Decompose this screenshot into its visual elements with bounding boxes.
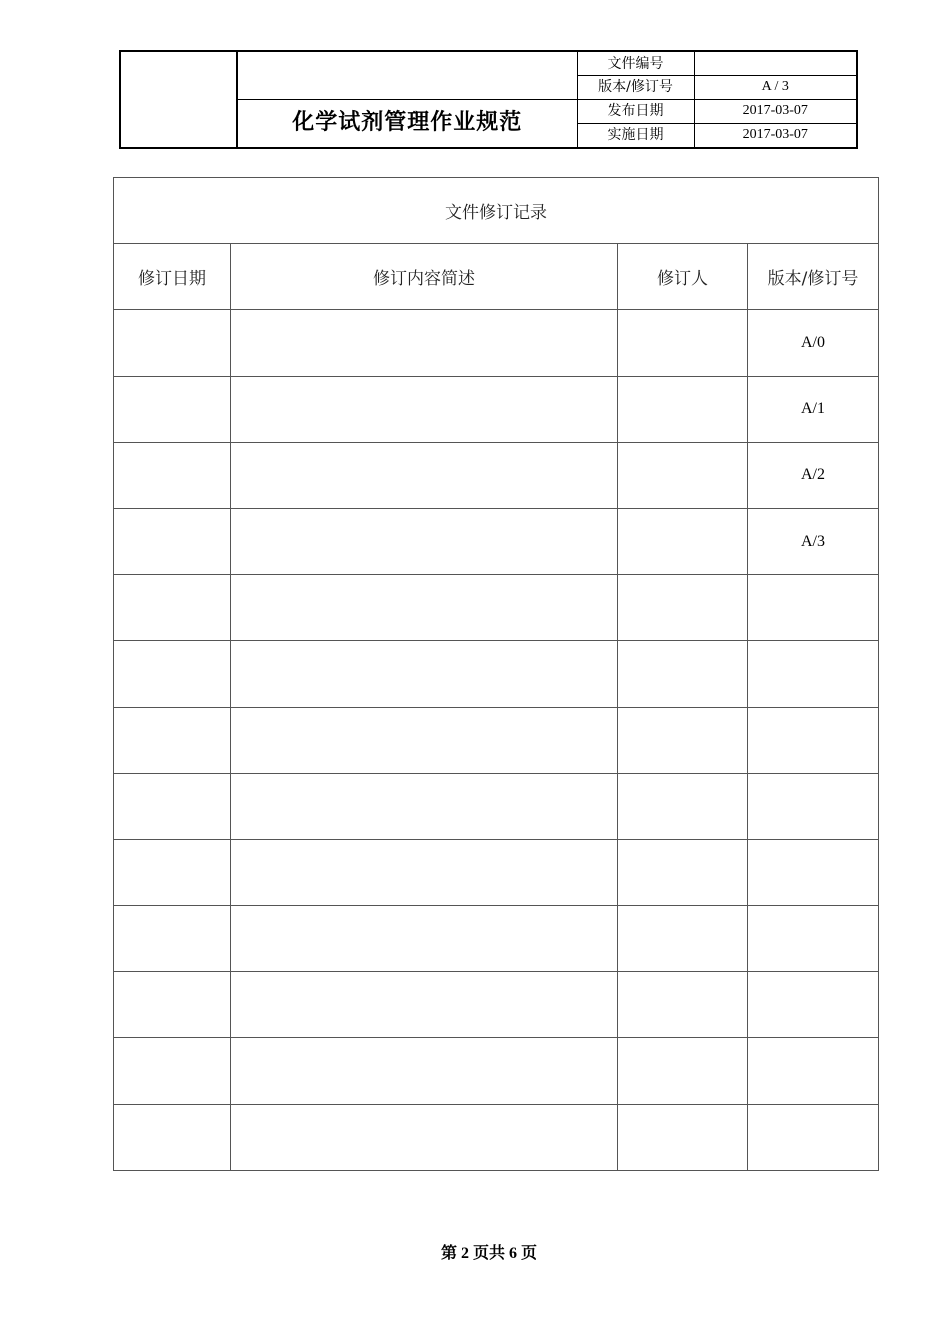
revision-date-cell <box>114 1104 231 1170</box>
reviser-cell <box>618 972 748 1038</box>
revision-date-cell <box>114 972 231 1038</box>
revision-date-cell <box>114 773 231 839</box>
column-header-date: 修订日期 <box>114 244 231 310</box>
logo-area <box>120 51 237 148</box>
revision-date-cell <box>114 839 231 905</box>
version-cell: A/0 <box>748 310 879 376</box>
reviser-cell <box>618 1104 748 1170</box>
revision-content-cell <box>231 310 618 376</box>
column-header-reviser: 修订人 <box>618 244 748 310</box>
version-cell <box>748 1038 879 1104</box>
revision-date-cell <box>114 508 231 574</box>
reviser-cell <box>618 508 748 574</box>
revision-date-cell <box>114 376 231 442</box>
version-cell <box>748 906 879 972</box>
revision-content-cell <box>231 442 618 508</box>
version-cell: A/3 <box>748 508 879 574</box>
column-header-content: 修订内容简述 <box>231 244 618 310</box>
revision-date-cell <box>114 575 231 641</box>
revision-date-cell <box>114 641 231 707</box>
reviser-cell <box>618 773 748 839</box>
version-cell <box>748 707 879 773</box>
version-label: 版本/修订号 <box>577 76 694 100</box>
version-cell <box>748 1104 879 1170</box>
header-blank-cell <box>237 51 577 99</box>
doc-number-label: 文件编号 <box>577 51 694 76</box>
revision-content-cell <box>231 773 618 839</box>
reviser-cell <box>618 310 748 376</box>
revision-content-cell <box>231 641 618 707</box>
revision-content-cell <box>231 1038 618 1104</box>
version-cell: A/2 <box>748 442 879 508</box>
table-row <box>114 508 879 574</box>
table-row <box>114 972 879 1038</box>
revision-content-cell <box>231 508 618 574</box>
document-title: 化学试剂管理作业规范 <box>237 99 577 148</box>
revision-date-cell <box>114 442 231 508</box>
reviser-cell <box>618 906 748 972</box>
page-number: 第 2 页共 6 页 <box>440 1245 537 1262</box>
release-date-value: 2017-03-07 <box>694 99 857 123</box>
revision-content-cell <box>231 376 618 442</box>
reviser-cell <box>618 839 748 905</box>
document-header <box>119 50 858 149</box>
effective-date-label: 实施日期 <box>577 123 694 148</box>
doc-number-value <box>694 51 857 76</box>
column-header-version: 版本/修订号 <box>748 244 879 310</box>
revision-record-table <box>113 177 879 1171</box>
revision-content-cell <box>231 972 618 1038</box>
table-row <box>114 575 879 641</box>
table-row <box>114 839 879 905</box>
revision-date-cell <box>114 1038 231 1104</box>
revision-content-cell <box>231 906 618 972</box>
effective-date-value: 2017-03-07 <box>694 123 857 148</box>
revision-content-cell <box>231 707 618 773</box>
reviser-cell <box>618 707 748 773</box>
version-cell <box>748 839 879 905</box>
reviser-cell <box>618 641 748 707</box>
table-row <box>114 376 879 442</box>
table-row <box>114 1104 879 1170</box>
version-cell <box>748 972 879 1038</box>
table-row <box>114 442 879 508</box>
revision-content-cell <box>231 575 618 641</box>
table-row <box>114 707 879 773</box>
reviser-cell <box>618 1038 748 1104</box>
reviser-cell <box>618 575 748 641</box>
reviser-cell <box>618 442 748 508</box>
revision-date-cell <box>114 906 231 972</box>
version-cell <box>748 575 879 641</box>
table-row <box>114 310 879 376</box>
revision-content-cell <box>231 839 618 905</box>
table-row <box>114 906 879 972</box>
revision-date-cell <box>114 707 231 773</box>
version-cell <box>748 773 879 839</box>
revision-content-cell <box>231 1104 618 1170</box>
reviser-cell <box>618 376 748 442</box>
version-cell: A/1 <box>748 376 879 442</box>
table-row <box>114 773 879 839</box>
table-row <box>114 641 879 707</box>
version-cell <box>748 641 879 707</box>
release-date-label: 发布日期 <box>577 99 694 123</box>
revision-record-title: 文件修订记录 <box>114 178 879 244</box>
version-value: A / 3 <box>694 76 857 100</box>
revision-date-cell <box>114 310 231 376</box>
table-row <box>114 1038 879 1104</box>
